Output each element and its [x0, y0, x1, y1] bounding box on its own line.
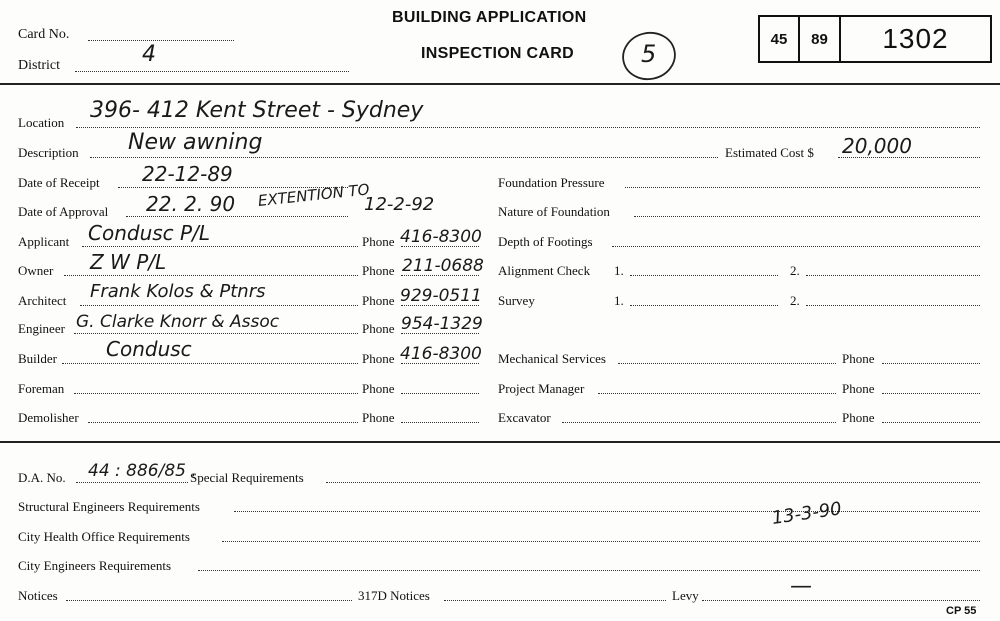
- survey-1-field[interactable]: [630, 305, 778, 306]
- alignment-check-2-field[interactable]: [806, 275, 980, 276]
- form-code: CP 55: [946, 605, 977, 617]
- title-line-1: BUILDING APPLICATION: [392, 9, 587, 26]
- owner-value: Z W P/L: [90, 250, 167, 274]
- excavator-phone-field[interactable]: [882, 422, 980, 423]
- date-of-receipt-label: Date of Receipt: [18, 175, 100, 190]
- alignment-check-1-field[interactable]: [630, 275, 778, 276]
- applicant-label: Applicant: [18, 234, 70, 249]
- architect-field[interactable]: [80, 305, 358, 306]
- foreman-label: Foreman: [18, 381, 65, 396]
- builder-value: Condusc: [106, 337, 192, 361]
- owner-phone-value: 211-0688: [402, 256, 484, 276]
- engineer-label: Engineer: [18, 321, 65, 336]
- location-value: 396- 412 Kent Street - Sydney: [90, 98, 424, 123]
- alignment-check-label: Alignment Check: [498, 263, 591, 278]
- project-manager-phone-label: Phone: [842, 381, 875, 396]
- card-number-box: [758, 15, 992, 63]
- da-no-field[interactable]: [76, 482, 188, 483]
- applicant-phone-value: 416-8300: [400, 227, 482, 247]
- health-requirements-field[interactable]: [222, 541, 980, 542]
- owner-phone-label: Phone: [362, 263, 395, 278]
- header-divider: [0, 83, 1000, 85]
- architect-label: Architect: [18, 293, 67, 308]
- demolisher-phone-label: Phone: [362, 410, 395, 425]
- location-field[interactable]: [76, 127, 980, 128]
- levy-value: —: [790, 574, 812, 599]
- location-label: Location: [18, 115, 65, 130]
- mechanical-services-phone-label: Phone: [842, 351, 875, 366]
- notices-317d-label: 317D Notices: [358, 588, 430, 603]
- description-label: Description: [18, 145, 79, 160]
- district-field[interactable]: [75, 71, 349, 72]
- architect-value: Frank Kolos & Ptnrs: [90, 281, 266, 302]
- survey-2-field[interactable]: [806, 305, 980, 306]
- builder-field[interactable]: [62, 363, 358, 364]
- project-manager-phone-field[interactable]: [882, 393, 980, 394]
- mechanical-services-field[interactable]: [618, 363, 836, 364]
- foreman-phone-label: Phone: [362, 381, 395, 396]
- estimated-cost-value: 20,000: [842, 134, 912, 158]
- estimated-cost-label: Estimated Cost $: [725, 145, 814, 160]
- approval-extension-date: 12-2-92: [364, 194, 435, 215]
- mechanical-services-label: Mechanical Services: [498, 351, 606, 366]
- special-requirements-field[interactable]: [326, 482, 980, 483]
- nature-of-foundation-field[interactable]: [634, 216, 980, 217]
- box-code-a: 45: [760, 17, 800, 61]
- circled-number: 5: [641, 40, 657, 68]
- excavator-phone-label: Phone: [842, 410, 875, 425]
- alignment-check-2-label: 2.: [790, 263, 800, 278]
- builder-phone-value: 416-8300: [400, 344, 482, 364]
- health-requirements-label: City Health Office Requirements: [18, 529, 190, 544]
- description-value: New awning: [128, 130, 263, 155]
- city-engineers-field[interactable]: [198, 570, 980, 571]
- alignment-check-1-label: 1.: [614, 263, 624, 278]
- box-card-number: 1302: [882, 23, 949, 54]
- applicant-field[interactable]: [82, 246, 358, 247]
- excavator-label: Excavator: [498, 410, 551, 425]
- architect-phone-label: Phone: [362, 293, 395, 308]
- date-of-receipt-value: 22-12-89: [142, 162, 233, 186]
- levy-field[interactable]: [702, 600, 980, 601]
- engineer-value: G. Clarke Knorr & Assoc: [76, 312, 280, 332]
- special-requirements-label: Special Requirements: [190, 470, 304, 485]
- section-divider: [0, 441, 1000, 443]
- owner-field[interactable]: [64, 275, 358, 276]
- nature-of-foundation-label: Nature of Foundation: [498, 204, 610, 219]
- health-requirements-value: 13-3-90: [770, 498, 843, 529]
- excavator-field[interactable]: [562, 422, 836, 423]
- card-no-field[interactable]: [88, 40, 234, 41]
- notices-317d-field[interactable]: [444, 600, 666, 601]
- demolisher-label: Demolisher: [18, 410, 79, 425]
- district-label: District: [18, 58, 60, 73]
- notices-label: Notices: [18, 588, 58, 603]
- date-of-approval-value: 22. 2. 90: [146, 192, 236, 216]
- survey-1-label: 1.: [614, 293, 624, 308]
- engineer-phone-label: Phone: [362, 321, 395, 336]
- architect-phone-value: 929-0511: [400, 286, 482, 306]
- demolisher-field[interactable]: [88, 422, 358, 423]
- project-manager-label: Project Manager: [498, 381, 585, 396]
- da-no-label: D.A. No.: [18, 470, 66, 485]
- engineer-field[interactable]: [74, 333, 358, 334]
- foreman-phone-field[interactable]: [401, 393, 479, 394]
- builder-label: Builder: [18, 351, 57, 366]
- structural-requirements-label: Structural Engineers Requirements: [18, 499, 200, 514]
- owner-label: Owner: [18, 263, 54, 278]
- demolisher-phone-field[interactable]: [401, 422, 479, 423]
- district-value: 4: [142, 42, 156, 67]
- builder-phone-label: Phone: [362, 351, 395, 366]
- foundation-pressure-label: Foundation Pressure: [498, 175, 605, 190]
- city-engineers-label: City Engineers Requirements: [18, 558, 172, 573]
- survey-label: Survey: [498, 293, 535, 308]
- depth-of-footings-label: Depth of Footings: [498, 234, 593, 249]
- title-line-2: INSPECTION CARD: [421, 45, 574, 62]
- approval-extension-note: EXTENTION TO: [257, 180, 371, 210]
- depth-of-footings-field[interactable]: [612, 246, 980, 247]
- foundation-pressure-field[interactable]: [625, 187, 980, 188]
- applicant-value: Condusc P/L: [88, 221, 210, 245]
- notices-field[interactable]: [66, 600, 352, 601]
- engineer-phone-value: 954-1329: [401, 314, 483, 334]
- box-code-b: 89: [800, 17, 841, 61]
- mechanical-services-phone-field[interactable]: [882, 363, 980, 364]
- survey-2-label: 2.: [790, 293, 800, 308]
- description-field[interactable]: [90, 157, 718, 158]
- da-no-value: 44 : 886/85 .: [88, 461, 197, 481]
- applicant-phone-label: Phone: [362, 234, 395, 249]
- structural-requirements-field[interactable]: [234, 511, 980, 512]
- levy-label: Levy: [672, 588, 699, 603]
- date-of-approval-field[interactable]: [126, 216, 348, 217]
- date-of-approval-label: Date of Approval: [18, 204, 109, 219]
- project-manager-field[interactable]: [598, 393, 836, 394]
- foreman-field[interactable]: [74, 393, 358, 394]
- card-no-label: Card No.: [18, 27, 70, 42]
